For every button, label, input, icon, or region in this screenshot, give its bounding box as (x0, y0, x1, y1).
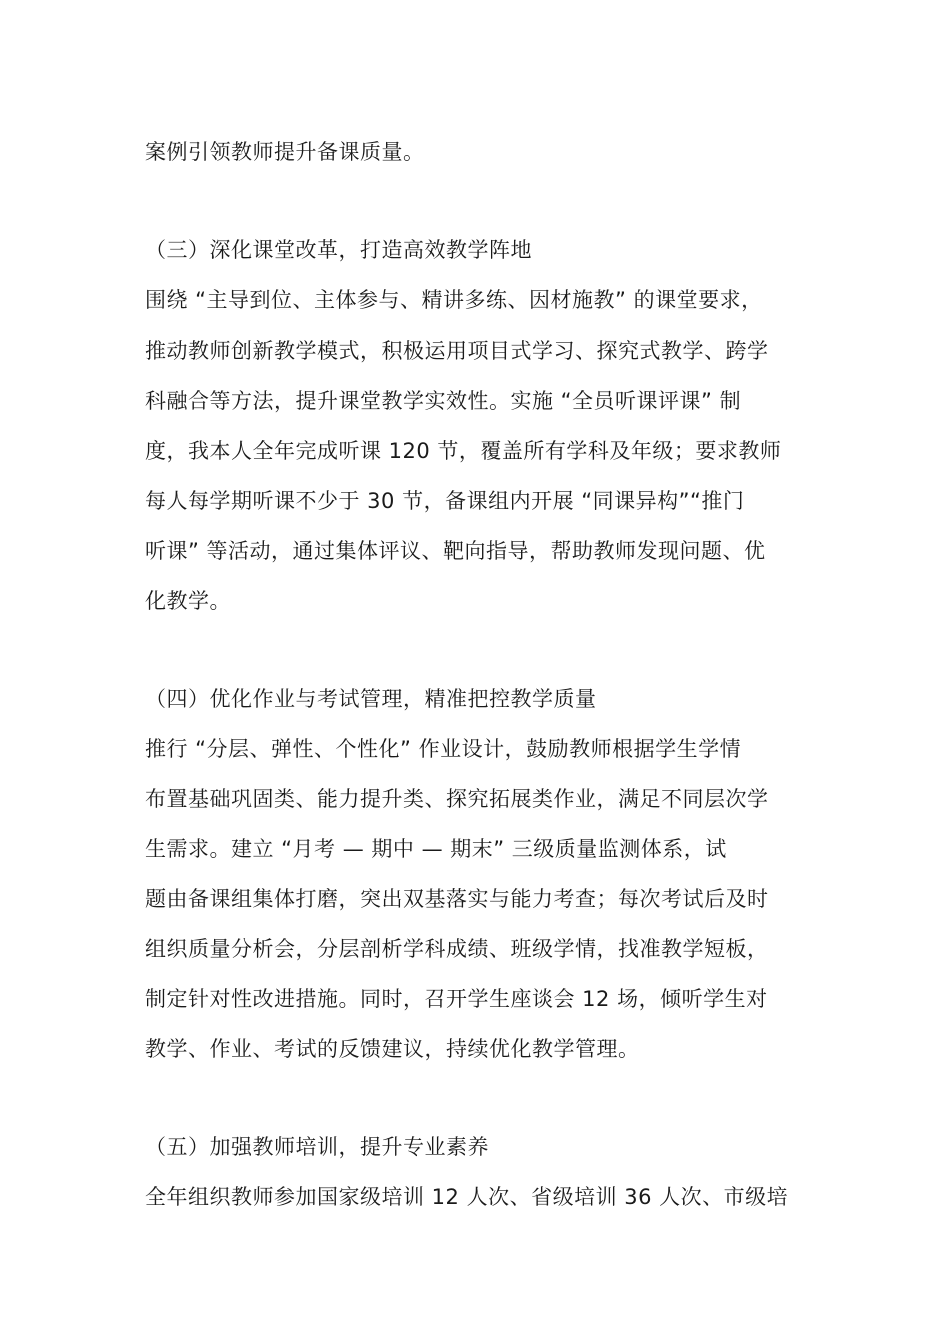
paragraph-line: 题由备课组集体打磨，突出双基落实与能力考查；每次考试后及时 (145, 887, 769, 911)
paragraph-line: 每人每学期听课不少于 30 节，备课组内开展 “同课异构”“推门 (145, 489, 745, 513)
paragraph-line: 推动教师创新教学模式，积极运用项目式学习、探究式教学、跨学 (145, 339, 769, 363)
section-heading: （五）加强教师培训，提升专业素养 (145, 1135, 489, 1159)
paragraph-line: 围绕 “主导到位、主体参与、精讲多练、因材施教” 的课堂要求， (145, 288, 763, 312)
paragraph-line: 科融合等方法，提升课堂教学实效性。实施 “全员听课评课” 制 (145, 389, 742, 413)
section-heading: （四）优化作业与考试管理，精准把控教学质量 (145, 687, 597, 711)
paragraph-line: 组织质量分析会，分层剖析学科成绩、班级学情，找准教学短板， (145, 937, 769, 961)
paragraph-line: 推行 “分层、弹性、个性化” 作业设计，鼓励教师根据学生学情 (145, 737, 742, 761)
paragraph-line: 听课” 等活动，通过集体评议、靶向指导，帮助教师发现问题、优 (145, 539, 766, 563)
section-heading: （三）深化课堂改革，打造高效教学阵地 (145, 238, 532, 262)
paragraph-line: 案例引领教师提升备课质量。 (145, 140, 425, 164)
paragraph-line: 全年组织教师参加国家级培训 12 人次、省级培训 36 人次、市级培 (145, 1185, 789, 1209)
paragraph-line: 生需求。建立 “月考 — 期中 — 期末” 三级质量监测体系，试 (145, 837, 727, 861)
paragraph-line: 制定针对性改进措施。同时，召开学生座谈会 12 场，倾听学生对 (145, 987, 768, 1011)
paragraph-line: 度，我本人全年完成听课 120 节，覆盖所有学科及年级；要求教师 (145, 439, 782, 463)
paragraph-line: 布置基础巩固类、能力提升类、探究拓展类作业，满足不同层次学 (145, 787, 769, 811)
paragraph-line: 教学、作业、考试的反馈建议，持续优化教学管理。 (145, 1037, 640, 1061)
paragraph-line: 化教学。 (145, 589, 231, 613)
